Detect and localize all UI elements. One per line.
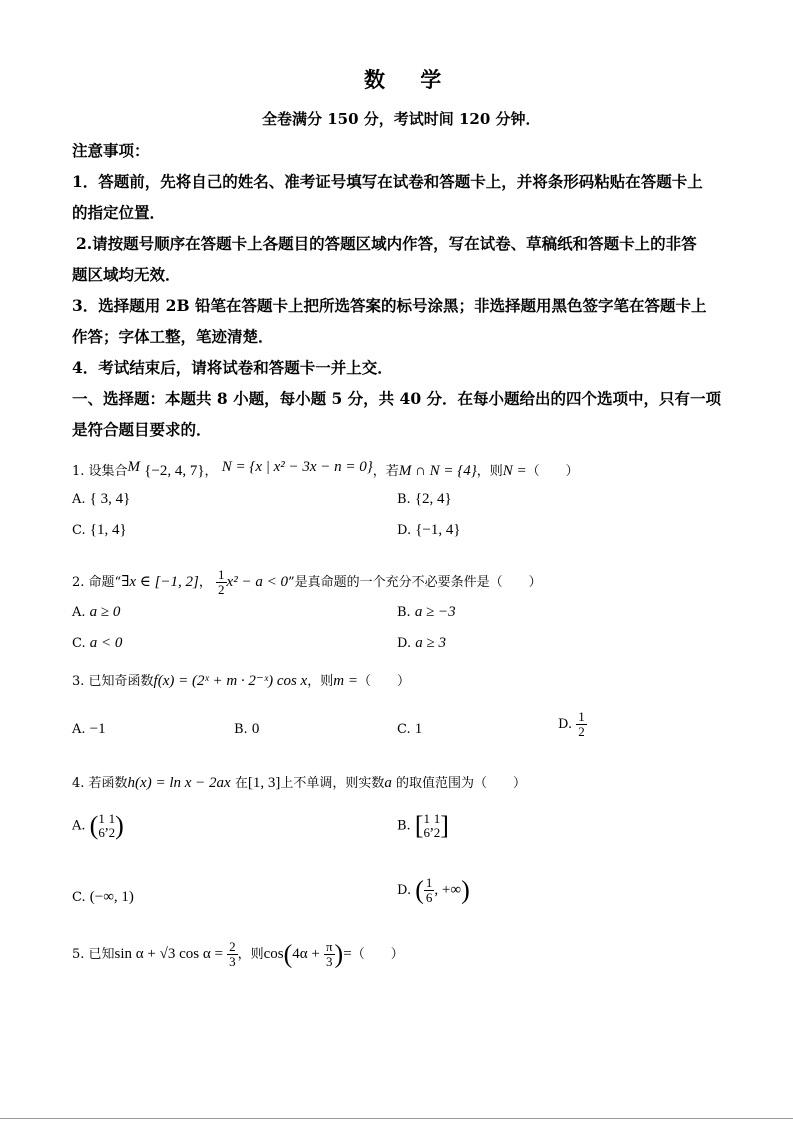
q3-option-b-value: 0 xyxy=(251,721,260,737)
q4-tail: 的取值范围为（ ） xyxy=(395,776,526,791)
q2-option-c-label: C. xyxy=(72,636,86,651)
q5-frac-num: 2 xyxy=(229,939,236,954)
q2-prefix: 2. 命题“ xyxy=(72,575,122,590)
q4-a-d2: 2 xyxy=(108,825,116,840)
q4-option-a-close: ) xyxy=(115,811,124,840)
q4-suffix: 上不单调，则实数 xyxy=(280,776,385,791)
q1-option-d-value: {−1, 4} xyxy=(415,522,461,538)
q3-option-d-fraction xyxy=(576,710,587,739)
q2-option-c-value: a < 0 xyxy=(89,635,123,651)
q5-eq: = xyxy=(343,946,352,962)
q1-paren: （ ） xyxy=(526,464,579,479)
q3-ask: m = xyxy=(333,673,358,689)
q5-inner: 4α + xyxy=(292,946,320,962)
q4-option-b-close: ] xyxy=(440,811,449,840)
q3-option-a xyxy=(72,720,106,739)
q4-b-sep: , xyxy=(430,817,434,834)
q4-a-sep: , xyxy=(104,817,109,834)
q2-option-b-label: B. xyxy=(397,605,411,620)
q3-option-a-value: −1 xyxy=(89,721,106,737)
q1-option-d-label: D. xyxy=(397,523,412,538)
section-heading-line1: 一、选择题：本题共 8 小题，每小题 5 分，共 40 分．在每小题给出的四个选项中，只有一项 xyxy=(72,389,722,408)
q5-pi-fraction xyxy=(324,940,335,969)
question-1-stem xyxy=(72,458,579,481)
q5-prefix: 5. 已知 xyxy=(72,947,115,962)
q4-a-n1: 1 xyxy=(98,811,105,826)
q2-option-b xyxy=(397,603,456,622)
notice-item-3-line1: 3．选择题用 2B 铅笔在答题卡上把所选答案的标号涂黑；非选择题用黑色签字笔在答题卡上 xyxy=(72,296,707,315)
notice-heading: 注意事项： xyxy=(72,141,150,160)
q4-var: a xyxy=(384,775,392,791)
q3-option-d xyxy=(558,710,587,739)
q5-frac-den: 3 xyxy=(229,954,236,969)
q2-option-b-value: a ≥ −3 xyxy=(414,604,456,620)
q4-prefix: 4. 若函数 xyxy=(72,776,128,791)
q4-option-b-label: B. xyxy=(397,818,411,834)
q1-set-m-elements: {−2, 4, 7} xyxy=(144,463,205,479)
q4-option-c xyxy=(72,888,134,907)
q4-mid: 在 xyxy=(234,776,248,791)
q3-option-b-label: B. xyxy=(234,722,248,737)
notice-item-1-line1: 1．答题前，先将自己的姓名、准考证号填写在试卷和答题卡上，并将条形码粘贴在答题卡上 xyxy=(72,172,703,191)
q2-option-a-label: A. xyxy=(72,605,86,620)
q1-set-n: N = {x | x² − 3x − n = 0} xyxy=(221,459,373,475)
q5-pi-num: π xyxy=(325,939,333,954)
q5-math: sin α + √3 cos α = xyxy=(114,946,223,962)
q4-option-b xyxy=(397,812,449,840)
q1-option-b-value: {2, 4} xyxy=(414,491,452,507)
question-5-stem: 5. 已知sin α + √3 cos α = $\frac{2}{3}$ ，则cos(4α + $\frac{\pi}{3}$ )=（ ） xyxy=(72,939,404,969)
q4-d-d1: 6 xyxy=(425,890,433,905)
q4-b-n2: 1 xyxy=(433,811,441,826)
q1-set-m: M xyxy=(127,459,141,475)
q1-sep2: ，若 xyxy=(372,464,399,479)
q3-option-b xyxy=(234,720,259,739)
q2-option-d xyxy=(397,634,446,653)
q4-b-d1: 6 xyxy=(423,825,430,840)
section-heading-line2: 是符合题目要求的． xyxy=(72,420,212,439)
q1-then: ，则 xyxy=(476,464,503,479)
question-3-stem xyxy=(72,672,410,691)
q3-option-d-den: 2 xyxy=(578,724,585,739)
q4-option-a xyxy=(72,812,124,840)
q3-prefix: 3. 已知奇函数 xyxy=(72,674,154,689)
page-title: 数 学 xyxy=(364,67,456,92)
q4-a-d1: 6 xyxy=(98,825,105,840)
q1-option-a-label: A. xyxy=(72,492,86,507)
q2-frac-den: 2 xyxy=(218,582,225,597)
q4-math: h(x) = ln x − 2ax xyxy=(127,775,231,791)
q2-option-d-value: a ≥ 3 xyxy=(415,635,446,651)
q3-math: f(x) = (2ˣ + m · 2⁻ˣ) cos x xyxy=(153,673,308,689)
q3-then: ，则 xyxy=(307,674,334,689)
q1-option-b xyxy=(397,490,452,509)
q2-option-d-label: D. xyxy=(397,636,412,651)
q4-option-c-label: C. xyxy=(72,890,86,905)
q1-option-a-value: { 3, 4} xyxy=(89,491,131,507)
q5-paren: （ ） xyxy=(351,947,404,962)
q2-math-b: x² − a < 0 xyxy=(226,574,288,590)
q4-option-d-close: ) xyxy=(461,875,470,905)
q5-fraction xyxy=(227,940,238,969)
q1-option-b-label: B. xyxy=(397,492,411,507)
q3-option-d-num: 1 xyxy=(578,709,585,724)
q2-comma: ， xyxy=(198,575,212,590)
q1-option-c-label: C. xyxy=(72,523,86,538)
q3-option-c-label: C. xyxy=(397,722,411,737)
q2-option-c xyxy=(72,634,122,653)
q4-option-d-label: D. xyxy=(397,883,412,898)
q4-d-n1: 1 xyxy=(425,875,433,890)
q3-paren: （ ） xyxy=(357,674,410,689)
notice-item-3-line2: 作答；字体工整，笔迹清楚． xyxy=(72,327,274,346)
q3-option-c xyxy=(397,720,422,739)
q4-interval: [1, 3] xyxy=(247,775,281,791)
q5-cos: cos xyxy=(263,946,284,962)
page-bottom-divider xyxy=(0,1118,793,1119)
q3-option-c-value: 1 xyxy=(414,721,423,737)
q2-suffix: ”是真命题的一个充分不必要条件是（ ） xyxy=(287,575,542,590)
q1-option-c-value: {1, 4} xyxy=(89,522,127,538)
q1-prefix: 1. 设集合 xyxy=(72,464,128,479)
q4-option-c-value: (−∞, 1) xyxy=(89,889,134,905)
notice-item-1-line2: 的指定位置． xyxy=(72,203,166,222)
q1-sep1: ， xyxy=(204,464,218,479)
question-4-stem xyxy=(72,774,526,793)
notice-item-4: 4．考试结束后，请将试卷和答题卡一并上交． xyxy=(72,358,393,377)
q2-frac-num: 1 xyxy=(218,567,225,582)
q2-fraction xyxy=(216,568,227,597)
q1-ask: N = xyxy=(502,463,527,479)
question-2-stem xyxy=(72,568,542,597)
q4-b-n1: 1 xyxy=(423,811,430,826)
q4-d-rest: , +∞ xyxy=(434,882,462,898)
notice-item-2-line2: 题区域均无效． xyxy=(72,265,181,284)
q1-condition: M ∩ N = {4} xyxy=(398,463,477,479)
exam-info: 全卷满分 150 分，考试时间 120 分钟． xyxy=(262,110,541,128)
q3-option-d-label: D. xyxy=(558,717,573,732)
q4-option-d-open: ( xyxy=(415,875,424,905)
q4-option-d xyxy=(397,876,470,905)
q4-option-a-open: ( xyxy=(89,811,99,840)
q1-option-d xyxy=(397,521,461,540)
q3-option-a-label: A. xyxy=(72,722,86,737)
q2-math-a: ∃x ∈ [−1, 2] xyxy=(121,574,199,590)
q4-option-b-open: [ xyxy=(414,811,424,840)
q2-option-a-value: a ≥ 0 xyxy=(89,604,121,620)
q4-option-d-frac xyxy=(424,876,435,905)
q4-option-a-label: A. xyxy=(72,818,86,834)
q4-b-d2: 2 xyxy=(433,825,441,840)
q5-then: ，则 xyxy=(237,947,264,962)
q1-option-a xyxy=(72,490,130,509)
q4-a-n2: 1 xyxy=(108,811,116,826)
q2-option-a xyxy=(72,603,120,622)
q1-option-c xyxy=(72,521,127,540)
q5-pi-den: 3 xyxy=(326,954,333,969)
notice-item-2-line1: 2.请按题号顺序在答题卡上各题目的答题区域内作答，写在试卷、草稿纸和答题卡上的非答 xyxy=(76,234,697,253)
